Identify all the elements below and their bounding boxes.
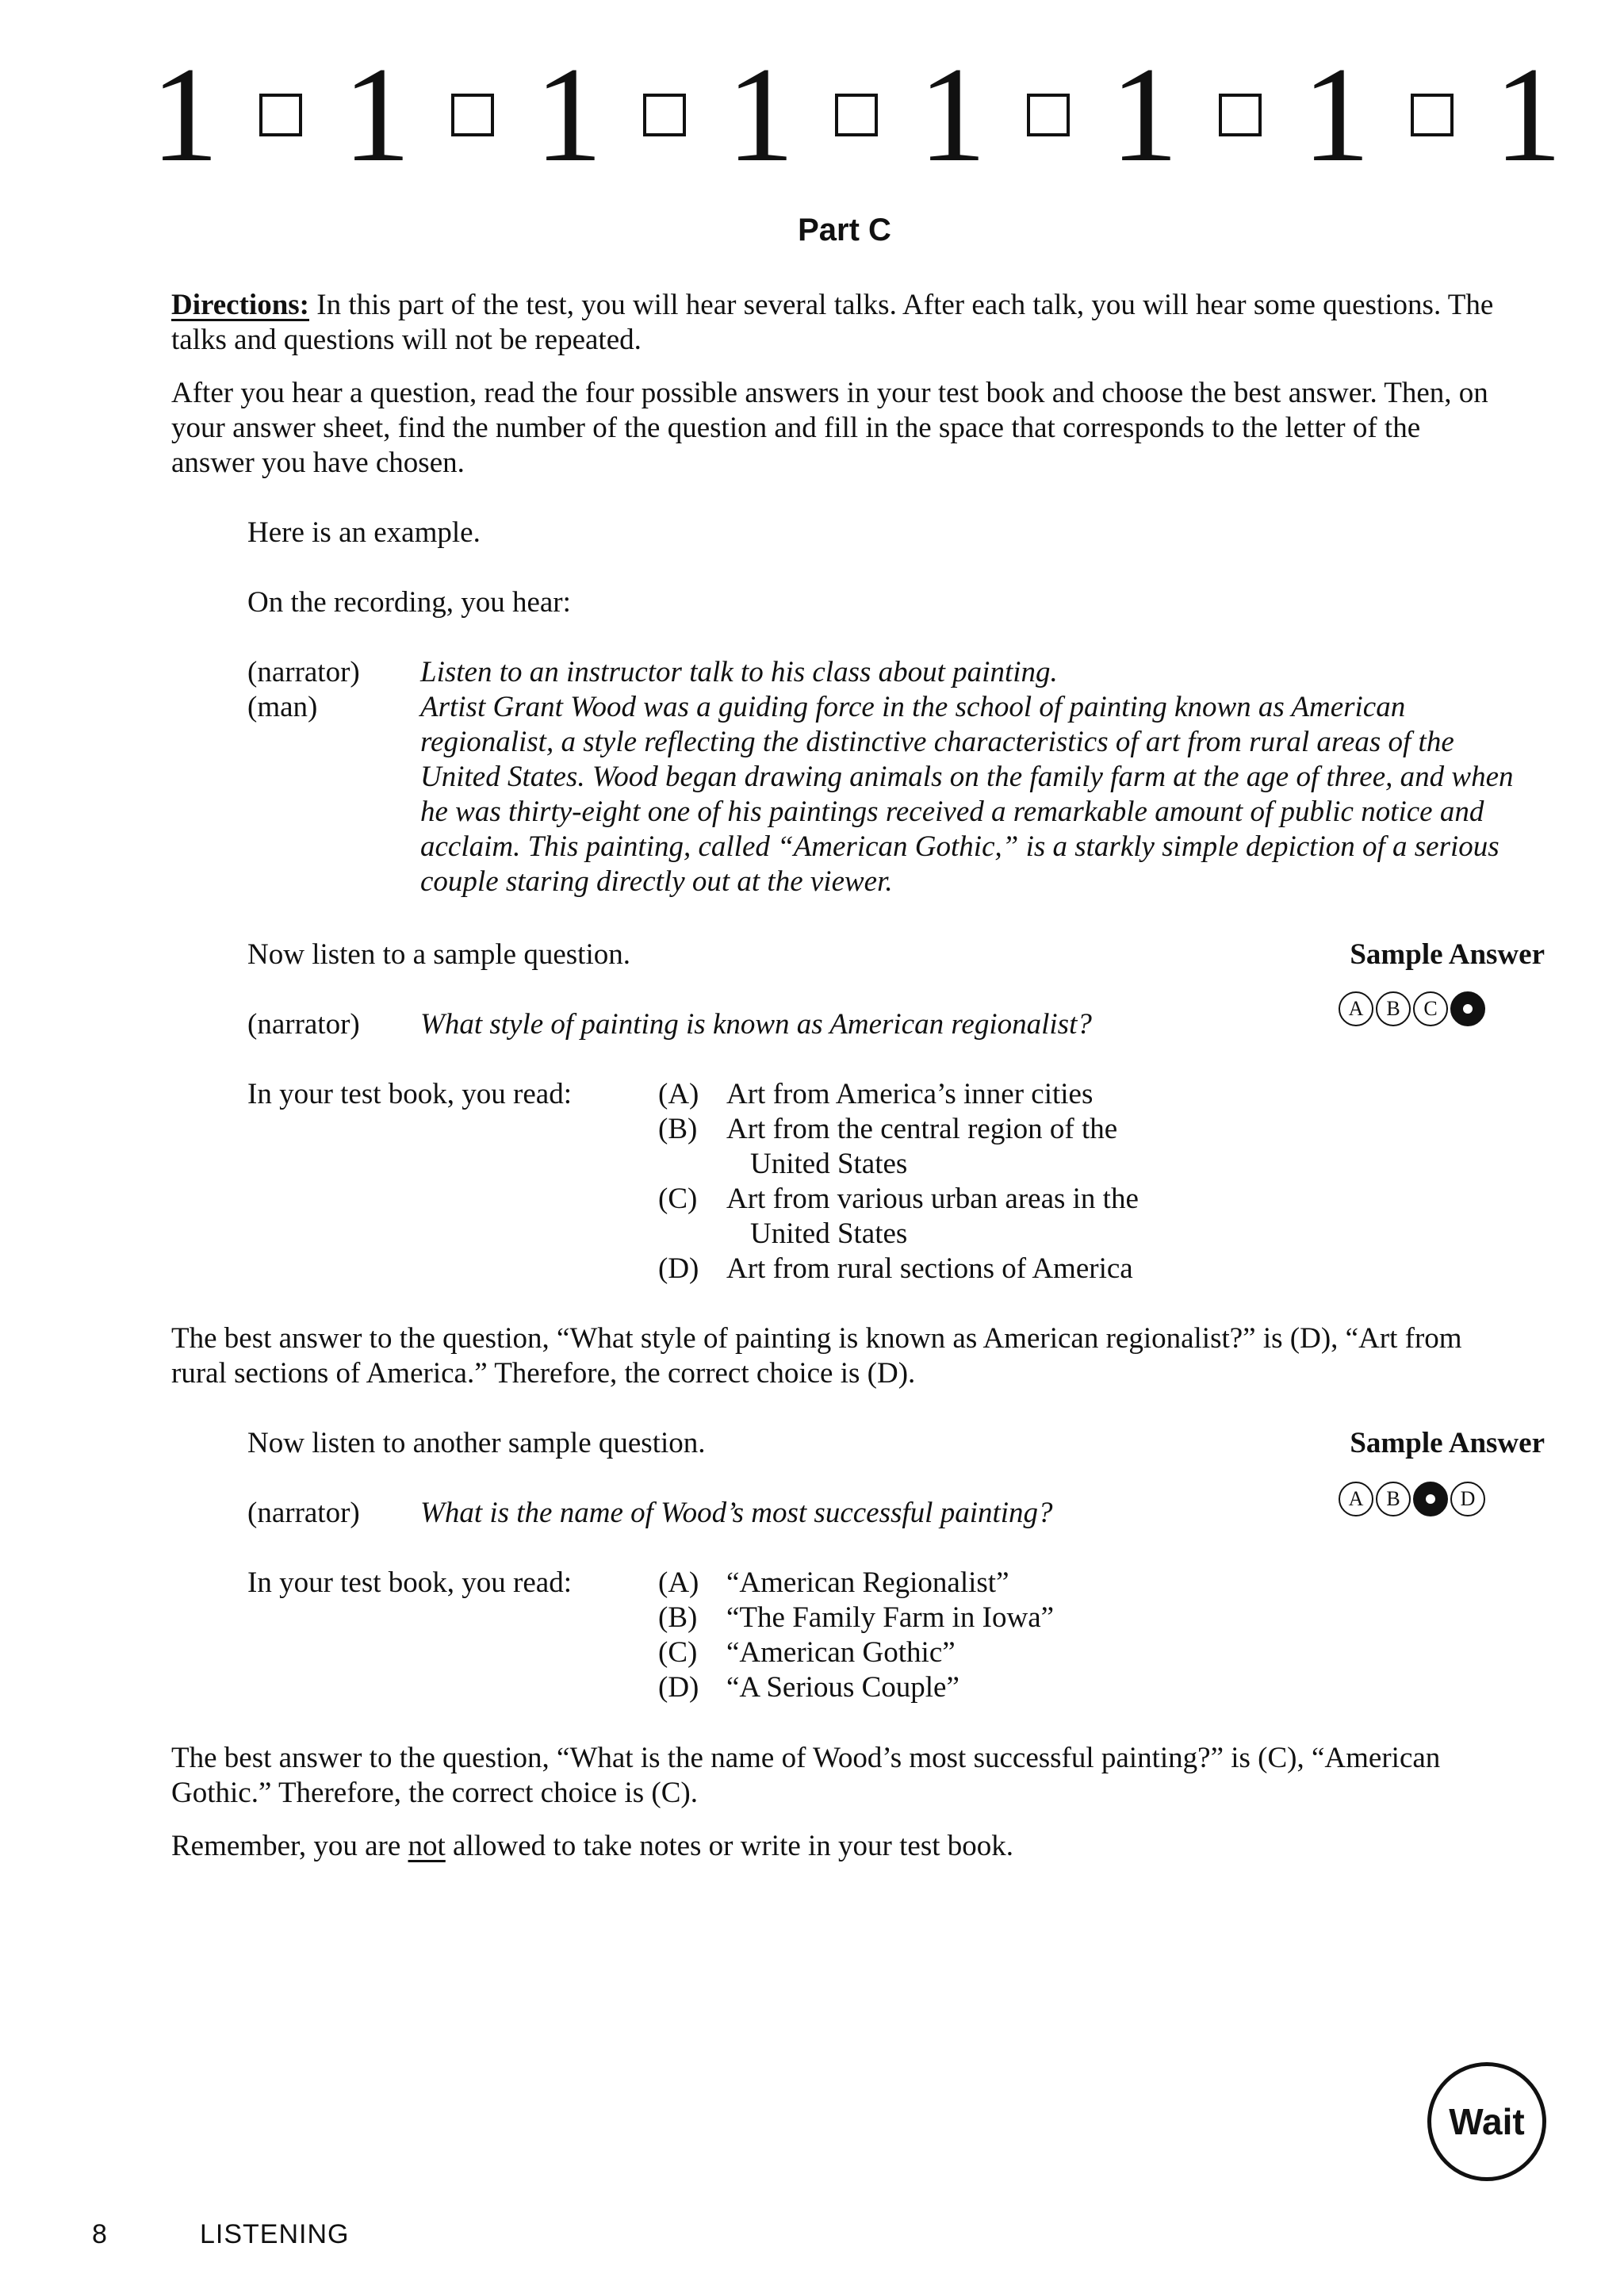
choice-text: “The Family Farm in Iowa” [726,1601,1055,1634]
speaker-label: (narrator) [247,1497,360,1529]
choice-letter: (D) [658,1252,699,1285]
explanation-2: The best answer to the question, “What is the name of Wood’s most successful painting?” is (C), “American Gothic.” Therefore, the correct choice is (C). [171,1742,1441,1809]
talk-line-narrator [247,655,1526,690]
directions-text: In this part of the test, you will hear several talks. After each talk, you will hear some questions. The talks and questions will not be repeated. [171,289,1494,356]
choice-letter: (A) [658,1566,699,1599]
header-digit: 1 [534,40,603,190]
choice-letter: (B) [658,1113,698,1145]
header-square [1027,94,1070,136]
choice-letter: (B) [658,1601,698,1634]
answer-bubble-a: A [1339,1482,1373,1516]
talk-text: Artist Grant Wood was a guiding force in the school of painting known as American regionalist, a style reflecting the distinctive characteristics of art from rural areas of the United States. Wood began drawing animals on the family farm at the age of three, and when he was thirty-eight one of his paintings received a remarkable amount of public notice and acclaim. This painting, called “American Gothic,” is a starkly simple depiction of a serious couple staring directly out at the viewer. [420,691,1514,898]
header-square [835,94,878,136]
speaker-label: (narrator) [247,656,360,688]
choice-text: Art from the central region of the [726,1113,1118,1145]
question-1-line [247,1007,1526,1042]
header-digit: 1 [726,40,795,190]
header-digit: 1 [343,40,411,190]
question-1-intro: Now listen to a sample question. [247,938,630,971]
section-name: LISTENING [200,2219,350,2249]
talk-line-man [247,690,1526,899]
choice-item [658,1635,1218,1670]
choice-letter: (A) [658,1078,699,1110]
question-2-intro: Now listen to another sample question. [247,1427,706,1459]
instructions-paragraph: After you hear a question, read the four possible answers in your test book and choose the best answer. Then, on your answer sheet, find the number of the question and fill in the space that corresponds to the letter of the answer you have chosen. [171,377,1488,479]
question-text: What is the name of Wood’s most successful painting? [420,1497,1053,1529]
example-intro: Here is an example. [247,516,481,549]
choice-item [658,1252,1218,1286]
answer-bubbles [1339,1482,1485,1516]
header-digit: 1 [1110,40,1178,190]
choice-text: Art from rural sections of America [726,1252,1133,1285]
remember-text: allowed to take notes or write in your test book. [445,1830,1014,1862]
choice-item [658,1182,1218,1252]
choice-text: “American Gothic” [726,1636,956,1669]
answer-bubble-b: B [1376,1482,1411,1516]
choice-item [658,1566,1218,1601]
header-digit: 1 [1302,40,1370,190]
choice-letter: (C) [658,1636,698,1669]
choice-letter: (D) [658,1671,699,1704]
remember-note [171,1829,1519,1864]
speaker-label: (man) [247,691,318,723]
sample-answer-label: Sample Answer [1350,938,1545,971]
answer-bubble-c: C [1413,991,1448,1026]
choice-text-continued: United States [750,1217,908,1250]
header-square [643,94,686,136]
directions-paragraph [171,288,1503,358]
header-square [259,94,302,136]
choice-text: Art from various urban areas in the [726,1183,1139,1215]
header-row [151,40,1562,190]
answer-bubble-b: B [1376,991,1411,1026]
choice-item [658,1112,1218,1182]
answer-bubbles [1339,991,1485,1026]
question-2-line [247,1496,1526,1531]
remember-emphasis: not [408,1830,446,1862]
choice-item [658,1670,1218,1705]
choice-text: Art from America’s inner cities [726,1078,1094,1110]
wait-badge: Wait [1427,2062,1546,2181]
read-label: In your test book, you read: [247,1078,572,1110]
answer-bubble-c [1413,1482,1448,1516]
header-square [1411,94,1454,136]
answer-bubble-a: A [1339,991,1373,1026]
sample-answer-label: Sample Answer [1350,1427,1545,1459]
choice-text-continued: United States [750,1148,908,1180]
page-number: 8 [92,2219,107,2249]
header-digit: 1 [1494,40,1562,190]
header-digit: 1 [151,40,219,190]
speaker-label: (narrator) [247,1008,360,1041]
header-square [451,94,494,136]
read-label: In your test book, you read: [247,1566,572,1599]
recording-intro: On the recording, you hear: [247,586,571,619]
explanation-1: The best answer to the question, “What style of painting is known as American regionalist?” is (D), “Art from rural sections of America.” Therefore, the correct choice is (D). [171,1322,1462,1390]
directions-label: Directions: [171,289,309,321]
talk-text: Listen to an instructor talk to his class about painting. [420,656,1058,688]
remember-text: Remember, you are [171,1830,408,1862]
choice-list [658,1077,1218,1286]
choice-text: “A Serious Couple” [726,1671,959,1704]
answer-bubble-d: D [1450,1482,1485,1516]
choice-letter: (C) [658,1183,698,1215]
answer-bubble-d [1450,991,1485,1026]
choice-item [658,1601,1218,1635]
header-square [1219,94,1262,136]
choice-text: “American Regionalist” [726,1566,1009,1599]
question-text: What style of painting is known as American regionalist? [420,1008,1092,1041]
choice-item [658,1077,1218,1112]
choice-list [658,1566,1218,1705]
header-digit: 1 [918,40,986,190]
part-title: Part C [798,213,891,247]
